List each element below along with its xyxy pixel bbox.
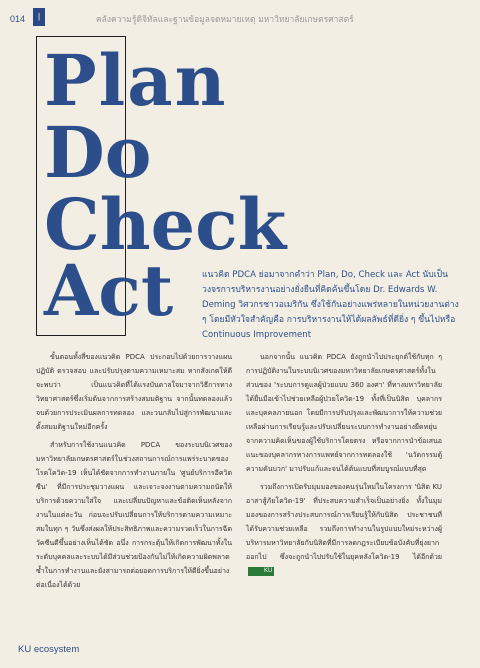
intro-paragraph: แนวคิด PDCA ย่อมาจากคำว่า Plan, Do, Check และ Act นับเป็นวงจรการบริหารงานอย่างยั่งยืนที่คิดค้นขึ้นโดย Dr. Edwards W. Deming วิศวกรชาวอเมริกัน ซึ่งใช้กันอย่างแพร่หลายในหน่วยงานต่าง ๆ โดยมีหัวใจสำคัญคือ การบริหารงานให้ได้ผลลัพธ์ที่ดียิ่ง ๆ ขึ้นไปหรือ Continuous Improvement xyxy=(202,270,459,340)
page-number: 014 xyxy=(10,14,26,24)
running-header: คลังความรู้ดิจิทัลและฐานข้อมูลจดหมายเหตุ มหาวิทยาลัยเกษตรศาสตร์ xyxy=(96,15,354,25)
body-paragraph xyxy=(246,480,442,578)
body-paragraph: นอกจากนั้น แนวคิด PDCA ยังถูกนำไปประยุกต์ใช้กับทุก ๆ การปฏิบัติงานในระบบนิเวศของมหาวิทยาลัยเกษตรศาสตร์ทั้งในส่วนของ 'ระบบการดูแลผู้ป่วยแบบ 360 องศา' ที่ทางมหาวิทยาลัยได้ยื่นมือเข้าไปช่วยเหลือผู้ป่วยโควิด-19 ทั้งที่เป็นนิสิต บุคลากร และบุคคลภายนอก โดยมีการปรับปรุงและพัฒนาการให้ความช่วยเหลือผ่านการเรียนรู้และปรับเปลี่ยนระบบการทำงานอย่างยืดหยุ่นจากความคิดเห็นของผู้ใช้บริการโดยตรง หรือจากการนำข้อเสนอแนะของบุคลากรทางการแพทย์จากการทดลองใช้ 'นวัตกรรมตู้ความดันบวก' มาปรับแก้และจนได้ต้นแบบที่สมบูรณ์แบบที่สุด xyxy=(246,353,442,473)
title-word-do: Do xyxy=(44,111,152,194)
body-paragraph: สำหรับการใช้งานแนวคิด PDCA ของระบบนิเวศของมหาวิทยาลัยเกษตรศาสตร์ในช่วงสถานการณ์การแพร่ระบาดของโรคโควิด-19 เห็นได้ชัดจากการทำงานภายใน 'ศูนย์บริการอีควิตซีน' ที่มีการประชุมวางแผน และเจาะจงงานตามความถนัดให้บริการด้วยความใส่ใจ และเปลี่ยนปัญหาและข้อติดเห็นหลังจากงานในแต่ละวัน ก่อนจะปรับเปลี่ยนการให้บริการตามความเหมาะสมในทุก ๆ วันซึ่งส่งผลให้ประสิทธิภาพและความรวดเร็วในการฉีดวัคซีนดีขึ้นอย่างเห็นได้ชัด อนึ่ง การกระตุ้นให้เกิดการพัฒนาทั้งในระดับบุคคลและระบบได้มีส่วนช่วยป้องกันไม่ให้เกิดความผิดพลาดซ้ำในการทำงานและยังสามารถต่อยอดการบริการให้ดียิ่งขึ้นอย่างต่อเนื่องได้ด้วย xyxy=(36,441,232,589)
body-column-left xyxy=(36,350,232,596)
footer-magazine-name: KU ecosystem xyxy=(18,644,80,655)
ku-logo-icon: KU xyxy=(248,567,274,576)
body-text: รวมถึงการเปิดรับมุมมองของคนรุ่นใหม่ในโครงการ 'นิสิต KU อาสาสู้ภัยโควิด-19' ที่ประสบความสำเร็จเป็นอย่างยิ่ง ทั้งในมุมมองของการสร้างประสบการณ์การเรียนรู้ให้กับนิสิต ประชาชนที่ได้รับความช่วยเหลือ รวมถึงการทำงานในรูปแบบใหม่ระหว่างผู้บริหารมหาวิทยาลัยกับนิสิตที่มีการลดกฎระเบียบข้อบังคับที่ยุ่งยากออกไป ซึ่งจะถูกนำไปปรับใช้ในยุคหลังโควิด-19 ได้อีกด้วย xyxy=(246,483,442,561)
body-paragraph: ขั้นตอนทั้งสี่ของแนวคิด PDCA ประกอบไปด้วยการวางแผน ปฏิบัติ ตรวจสอบ และปรับปรุงตามความเหมาะสม หากสังเกตให้ดีจะพบว่า เป็นแนวคิดที่ได้แรงบันดาลใจมาจากวิธีการทางวิทยาศาสตร์ซึ่งเริ่มต้นจากการสร้างสมมติฐาน จากนั้นทดลองแล้วจบด้วยการประเมินผลการทดลอง และวนกลับไปสู่การพัฒนาและตั้งสมมติฐานใหม่อีกครั้ง xyxy=(36,353,232,431)
title-word-act: Act xyxy=(44,249,174,332)
title-word-check: Check xyxy=(44,183,287,266)
body-column-right xyxy=(246,350,442,582)
title-word-plan: Plan xyxy=(44,39,228,122)
page-marker: | xyxy=(33,8,45,26)
